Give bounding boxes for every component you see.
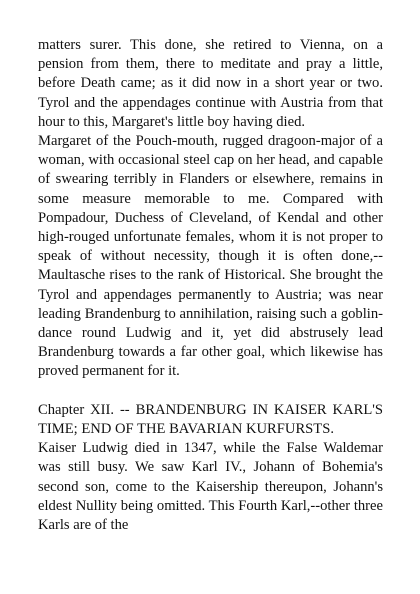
chapter-paragraph: Kaiser Ludwig died in 1347, while the False Waldemar was still busy. We saw Karl IV., Johann of Bohemia's second son, come to the Kaisership thereupon, Johann's eldest Nullity being omitted. This Fourth Karl,--other three Karls are of the — [38, 440, 383, 534]
paragraph-2: Margaret of the Pouch-mouth, rugged dragoon-major of a woman, with occasional steel cap on her head, and capable of swearing terribly in Flanders or elsewhere, remains in some measure memorable to me. Compared with Pompadour, Duchess of Cleveland, of Kendal and other high-rouged unfortunate females, whom it is not proper to speak of without necessity, though it is often done,--Maultasche rises to the rank of Historical. She brought the Tyrol and appendages permanently to Austria; was near leading Brandenburg to annihilation, raising such a goblin-dance round Ludwig and it, yet did abstrusely lead Brandenburg towards a far other goal, which likewise has proved permanent for it. — [38, 133, 383, 380]
paragraph-spacer — [38, 382, 383, 401]
chapter-heading: Chapter XII. -- BRANDENBURG IN KAISER KARL'S TIME; END OF THE BAVARIAN KURFURSTS. — [38, 401, 383, 438]
paragraph-1: matters surer. This done, she retired to Vienna, on a pension from them, there to meditate and pray a little, before Death came; as it did now in a short year or two. Tyrol and the appendages continue with Austria from that hour to this, Margaret's little boy having died. — [38, 37, 383, 130]
document-page — [38, 36, 383, 535]
